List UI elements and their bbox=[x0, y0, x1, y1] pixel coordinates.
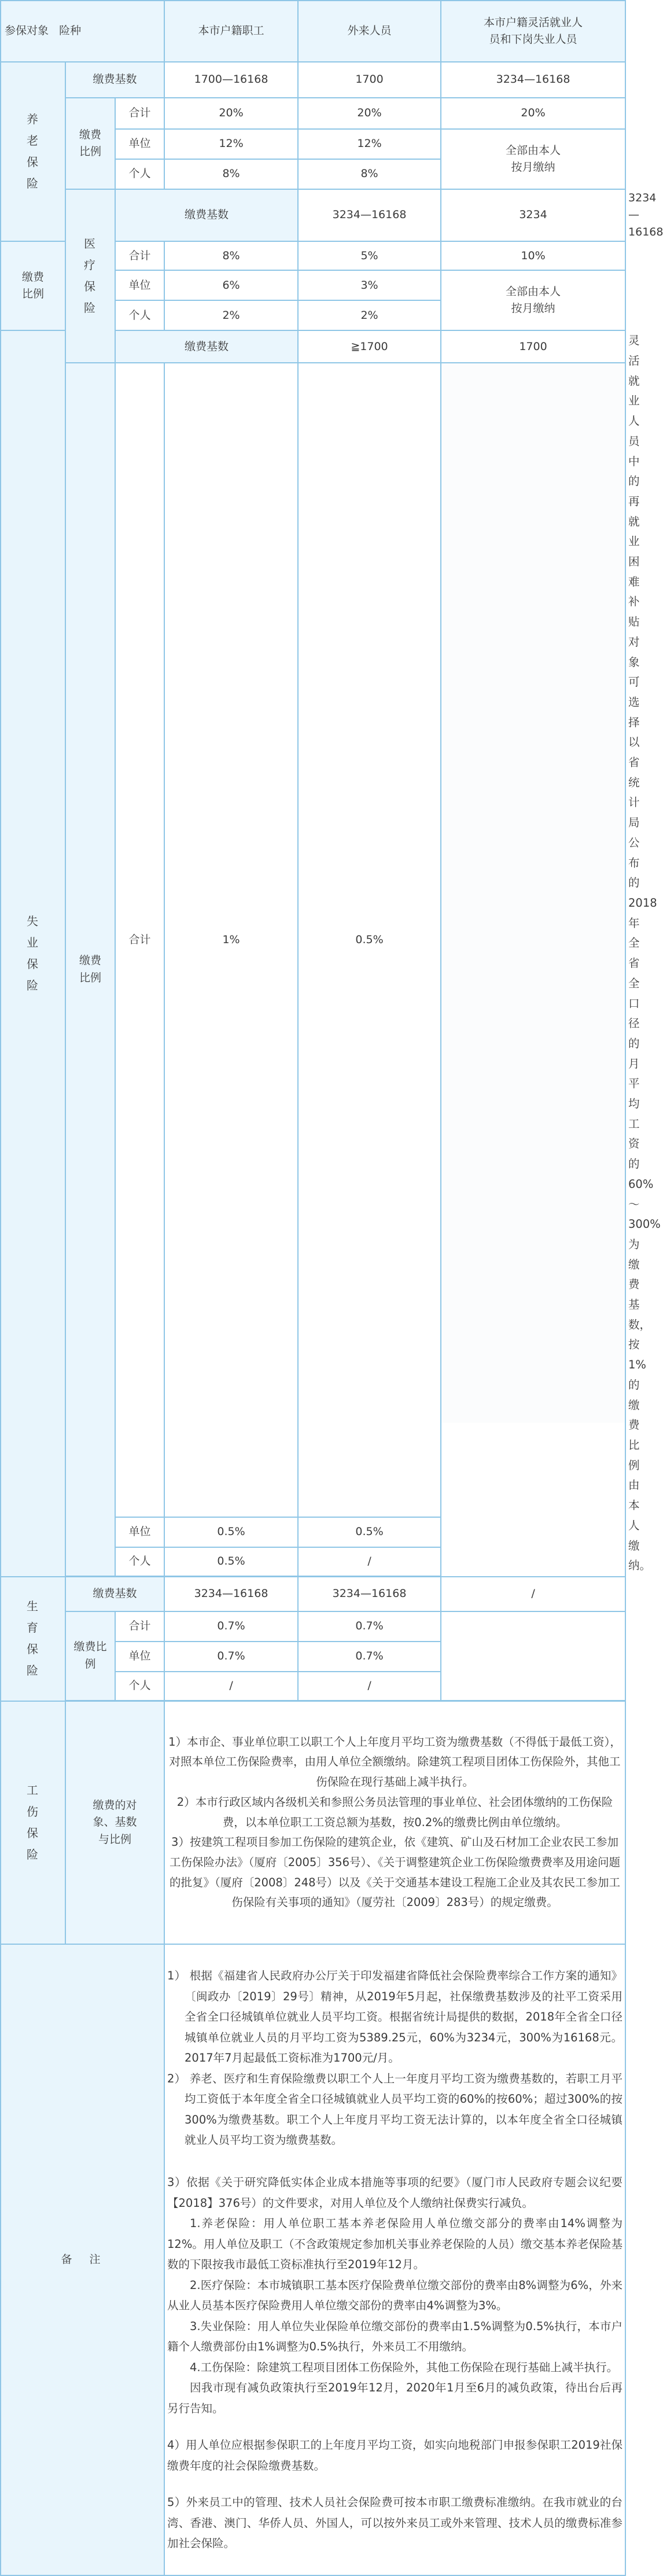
pension-base-row bbox=[1, 62, 625, 98]
pension-unit-outside: 12% bbox=[298, 129, 441, 159]
unemployment-ratio-label: 缴费 比例 bbox=[65, 363, 115, 1576]
unemployment-total-row bbox=[1, 363, 625, 1517]
pension-base-label: 缴费基数 bbox=[65, 62, 164, 98]
unemployment-unit-local: 0.5% bbox=[164, 1517, 298, 1547]
maternity-base-flex: / bbox=[441, 1577, 625, 1611]
note-3-3: 3.失业保险：用人单位失业保险单位缴交部份的费率由1.5%调整为0.5%执行，本市户籍个人缴费部份由1%调整为0.5%执行，外来员工不用缴纳。 bbox=[167, 2319, 623, 2354]
maternity-unit-label: 单位 bbox=[115, 1642, 164, 1672]
medical-unit-label: 单位 bbox=[115, 270, 164, 300]
injury-category: 工伤保险 bbox=[1, 1701, 65, 1944]
pension-total-row bbox=[1, 98, 625, 129]
maternity-base-label: 缴费基数 bbox=[65, 1577, 164, 1611]
medical-total-local: 8% bbox=[164, 241, 298, 270]
note-2: 2） 养老、医疗和生育保险缴费以职工个人上一年度月平均工资为缴费基数的，若职工月平均工资低于本年度全省全口径城镇就业人员平均工资的60%的按60%；超过300%的按300%为缴费基数。职工个人上年度月平均工资无法计算的，以本年度全省全口径城镇就业人员平均工资为缴费基数。 bbox=[167, 2071, 623, 2147]
pension-personal-label: 个人 bbox=[115, 159, 164, 189]
header-outside-workers: 外来人员 bbox=[298, 1, 441, 62]
unemployment-unit-label: 单位 bbox=[115, 1517, 164, 1547]
injury-sub-label: 缴费的对 象、基数 与比例 bbox=[65, 1701, 164, 1944]
injury-item-2: 2）本市行政区域内各级机关和参照公务员法管理的事业单位、社会团体缴纳的工伤保险费，以本单位职工工资总额为基数，按0.2%的缴费比例由单位缴纳。 bbox=[176, 1795, 613, 1829]
pension-ratio-label: 缴费 比例 bbox=[65, 98, 115, 189]
medical-base-label: 缴费基数 bbox=[115, 189, 298, 241]
header-type-label: 险种 bbox=[59, 24, 82, 38]
medical-personal-label: 个人 bbox=[115, 300, 164, 330]
pension-category: 养老保险 bbox=[1, 62, 65, 241]
note-4: 4）用人单位应根据参保职工的上年度月平均工资，如实向地税部门申报参保职工2019社保缴费年度的社会保险缴费基数。 bbox=[167, 2438, 623, 2472]
injury-item-1: 1）本市企、事业单位职工以职工个人上年度月平均工资为缴费基数（不得低于最低工资），对照本单位工伤保险费率，由用人单位全额缴纳。除建筑工程项目团体工伤保险外，其他工伤保险在现行基础上减半执行。 bbox=[168, 1735, 621, 1789]
note-3-2: 2.医疗保险：本市城镇职工基本医疗保险费单位缴交部份的费率由8%调整为6%，外来从业人员基本医疗保险费用人单位缴交部份的费率由4%调整为3%。 bbox=[167, 2278, 623, 2313]
pension-base-flex: 3234—16168 bbox=[441, 62, 625, 98]
maternity-unit-local: 0.7% bbox=[164, 1642, 298, 1672]
maternity-personal-outside: / bbox=[298, 1672, 441, 1701]
header-object-label: 参保对象 bbox=[5, 24, 49, 38]
pension-total-label: 合计 bbox=[115, 98, 164, 129]
pension-unit-label: 单位 bbox=[115, 129, 164, 159]
maternity-ratio-label: 缴费比 例 bbox=[65, 1611, 115, 1701]
pension-base-local: 1700—16168 bbox=[164, 62, 298, 98]
maternity-base-row bbox=[1, 1577, 625, 1611]
medical-total-flex: 10% bbox=[441, 241, 625, 270]
maternity-base-outside: 3234—16168 bbox=[298, 1577, 441, 1611]
medical-category: 医疗保险 bbox=[65, 189, 115, 363]
header-flex-line1: 本市户籍灵活就业人 bbox=[484, 16, 583, 29]
pension-total-local: 20% bbox=[164, 98, 298, 129]
unemployment-base-label: 缴费基数 bbox=[115, 330, 298, 363]
note-3-1: 1.养老保险：用人单位职工基本养老保险用人单位缴交部分的费率由14%调整为12%。用人单位及职工（不含政策规定参加机关事业养老保险的人员）缴交基本养老保险基数的下限按我市最低工资标准执行至2019年12月。 bbox=[167, 2217, 623, 2272]
pension-personal-outside: 8% bbox=[298, 159, 441, 189]
unemployment-total-outside: 0.5% bbox=[298, 363, 441, 1517]
note-3-4: 4.工伤保险：除建筑工程项目团体工伤保险外，其他工伤保险在现行基础上减半执行。 bbox=[190, 2360, 618, 2374]
maternity-total-outside: 0.7% bbox=[298, 1611, 441, 1642]
unemployment-base-row: 失业保险 缴费基数 ≧1700 1700 灵活就业人员中的再就业困难补贴对象可选择以省统计局公布的2018年全省全口径的月平均工资的60%～300%为缴费基数，按1%的缴费比例由本人缴纳。 bbox=[1, 330, 625, 363]
unemployment-unit-outside: 0.5% bbox=[298, 1517, 441, 1547]
pension-total-outside: 20% bbox=[298, 98, 441, 129]
header-flex-line2: 员和下岗失业人员 bbox=[489, 33, 577, 46]
unemployment-total-local: 1% bbox=[164, 363, 298, 1517]
maternity-total-local: 0.7% bbox=[164, 1611, 298, 1642]
maternity-personal-local: / bbox=[164, 1672, 298, 1701]
maternity-flex-empty bbox=[441, 1611, 625, 1701]
pension-base-outside: 1700 bbox=[298, 62, 441, 98]
notes-row bbox=[1, 1944, 625, 2575]
medical-total-label: 合计 bbox=[115, 241, 164, 270]
maternity-category: 生育保险 bbox=[1, 1577, 65, 1701]
medical-base-outside: 3234 bbox=[441, 189, 625, 241]
maternity-personal-label: 个人 bbox=[115, 1672, 164, 1701]
medical-flex-selfpay: 全部由本人 按月缴纳 bbox=[441, 270, 625, 330]
unemployment-personal-label: 个人 bbox=[115, 1547, 164, 1576]
note-5: 5）外来员工中的管理、技术人员社会保险费可按本市职工缴费标准缴纳。在我市就业的台湾、香港、澳门、华侨人员、外国人，可以按外来员工或外来管理、技术人员的缴费标准参加社会保险。 bbox=[167, 2496, 623, 2551]
medical-personal-local: 2% bbox=[164, 300, 298, 330]
medical-total-outside: 5% bbox=[298, 241, 441, 270]
notes-label: 备 注 bbox=[1, 1944, 164, 2575]
maternity-base-local: 3234—16168 bbox=[164, 1577, 298, 1611]
header-row bbox=[1, 1, 625, 62]
medical-ratio-label: 缴费 比例 bbox=[1, 241, 65, 330]
medical-unit-outside: 3% bbox=[298, 270, 441, 300]
injury-row bbox=[1, 1701, 625, 1944]
maternity-total-row bbox=[1, 1611, 625, 1642]
note-3: 3）依据《关于研究降低实体企业成本措施等事项的纪要》（厦门市人民政府专题会议纪要 【2018】376号）的文件要求，对用人单位及个人缴纳社保费实行减负。 bbox=[167, 2176, 623, 2210]
unemployment-personal-outside: / bbox=[298, 1547, 441, 1576]
pension-flex-selfpay: 全部由本人 按月缴纳 bbox=[441, 129, 625, 189]
injury-content bbox=[164, 1701, 625, 1944]
medical-personal-outside: 2% bbox=[298, 300, 441, 330]
header-local-workers: 本市户籍职工 bbox=[164, 1, 298, 62]
pension-unit-local: 12% bbox=[164, 129, 298, 159]
medical-base-local: 3234—16168 bbox=[298, 189, 441, 241]
unemployment-total-label: 合计 bbox=[115, 363, 164, 1517]
maternity-total-label: 合计 bbox=[115, 1611, 164, 1642]
pension-personal-local: 8% bbox=[164, 159, 298, 189]
note-3-5: 因我市现有减负政策执行至2019年12月，2020年1月至6月的减负政策，待出台后再另行告知。 bbox=[167, 2381, 623, 2415]
header-object-type-cell bbox=[1, 1, 164, 62]
medical-unit-local: 6% bbox=[164, 270, 298, 300]
medical-base-row: 医疗保险 缴费基数 3234—16168 3234 3234—16168 bbox=[1, 189, 625, 241]
unemployment-personal-local: 0.5% bbox=[164, 1547, 298, 1576]
notes-content bbox=[164, 1944, 625, 2575]
unemployment-base-outside: 1700 bbox=[441, 330, 625, 363]
unemployment-category: 失业保险 bbox=[1, 330, 65, 1577]
unemployment-base-local: ≧1700 bbox=[298, 330, 441, 363]
pension-total-flex: 20% bbox=[441, 98, 625, 129]
injury-item-3: 3）按建筑工程项目参加工伤保险的建筑企业，依《建筑、矿山及石材加工企业农民工参加工伤保险办法》（厦府〔2005〕356号）、《关于调整建筑企业工伤保险缴费费率及用途问题的批复》（厦府〔2008〕248号）以及《关于交通基本建设工程施工企业及其农民工参加工伤保险有关事项的通知》（厦劳社〔2009〕283号）的规定缴费。 bbox=[169, 1835, 621, 1909]
note-1: 1） 根据《福建省人民政府办公厅关于印发福建省降低社会保险费率综合工作方案的通知》〔闽政办〔2019〕29号〕精神，从2019年5月起，社保缴费基数涉及的社平工资采用全省全口径城镇单位就业人员平均工资。根据省统计局提供的数据，2018年全省全口径城镇单位就业人员的月平均工资为5389.25元，60%为3234元，300%为16168元。2017年7月起最低工资标准为1700元/月。 bbox=[167, 1969, 623, 2065]
maternity-unit-outside: 0.7% bbox=[298, 1642, 441, 1672]
header-flex-workers bbox=[441, 1, 625, 62]
